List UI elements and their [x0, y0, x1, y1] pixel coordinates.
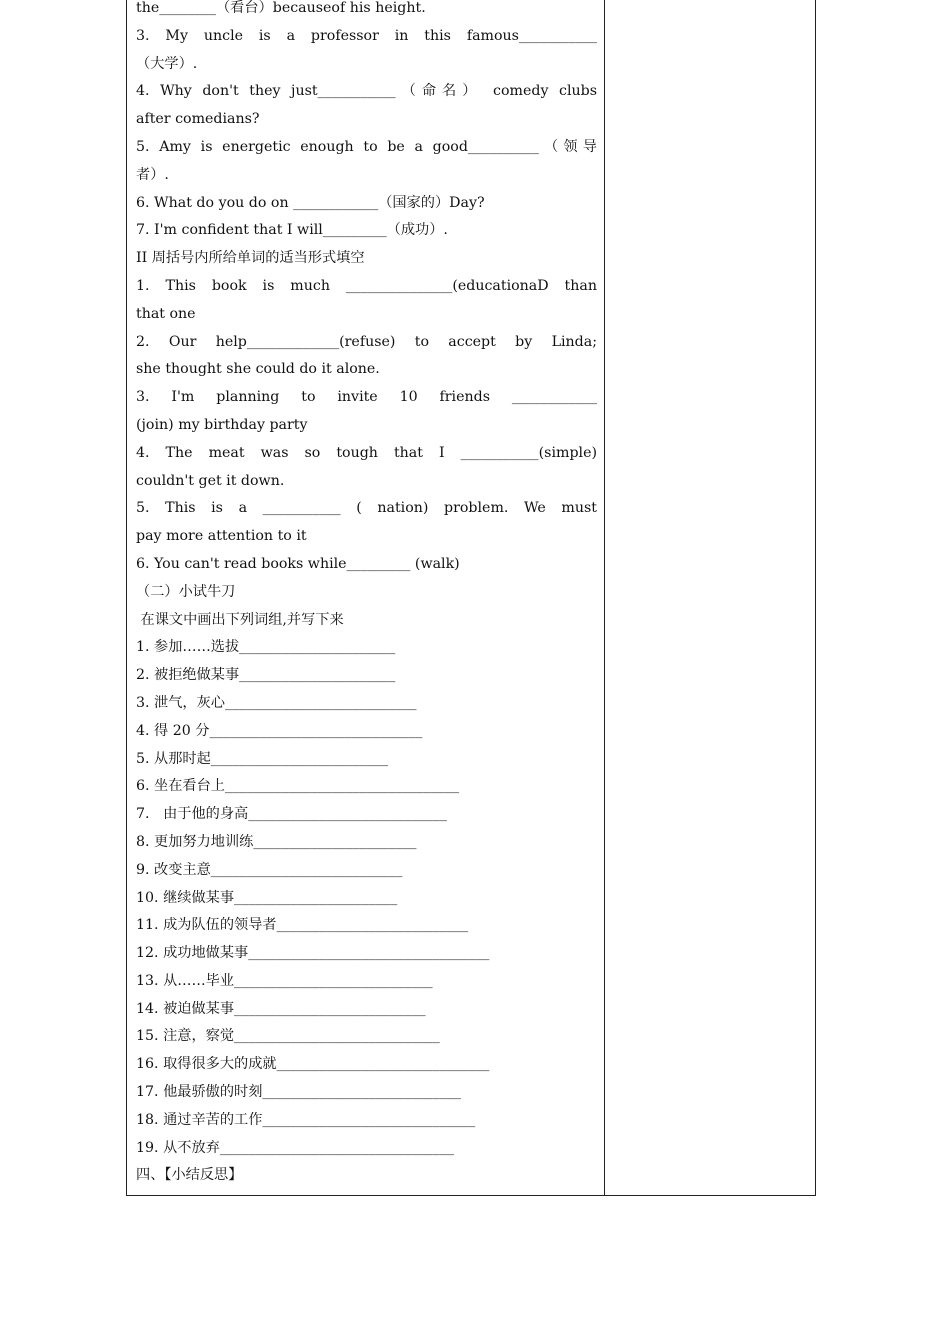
text-line: the________（看台）becauseof his height. [136, 0, 426, 16]
text-line: 2. 被拒绝做某事______________________ [136, 667, 396, 684]
text-line: 四、【小结反思】 [136, 1167, 243, 1184]
text-line: 7. 由于他的身高____________________________ [136, 806, 447, 823]
text-line: 15. 注意，察觉_____________________________ [136, 1028, 440, 1045]
text-line: （二）小试牛刀 [136, 583, 236, 600]
text-line: （大学）. [136, 55, 198, 72]
text-line: 3. 泄气，灰心___________________________ [136, 694, 417, 711]
text-line: 4. Why don't they just___________（命名） comedy clubs [136, 83, 597, 100]
text-line: 4. The meat was so tough that I ___________(simple) [136, 444, 597, 461]
text-line: couldn't get it down. [136, 472, 285, 489]
text-line: 9. 改变主意___________________________ [136, 861, 403, 878]
column-divider [604, 0, 605, 1195]
text-line: she thought she could do it alone. [136, 361, 380, 378]
text-line: 3. My uncle is a professor in this famous___________ [136, 27, 597, 44]
text-line: 12. 成功地做某事__________________________________ [136, 945, 490, 962]
text-line: 10. 继续做某事_______________________ [136, 889, 398, 906]
text-line: 13. 从……毕业____________________________ [136, 972, 433, 989]
text-line: that one [136, 305, 196, 322]
text-line: 者）. [136, 166, 169, 183]
text-line: 1. 参加……选拔______________________ [136, 639, 396, 656]
text-line: 2. Our help_____________(refuse) to accept by Linda; [136, 333, 597, 350]
text-line: 18. 通过辛苦的工作______________________________ [136, 1111, 476, 1128]
text-line: 6. 坐在看台上_________________________________ [136, 778, 460, 795]
text-line: pay more attention to it [136, 528, 307, 545]
text-line: 4. 得 20 分______________________________ [136, 722, 423, 739]
text-line: (join) my birthday party [136, 416, 308, 433]
text-line: 8. 更加努力地训练_______________________ [136, 833, 417, 850]
text-line: 11. 成为队伍的领导者___________________________ [136, 917, 469, 934]
text-line: 16. 取得很多大的成就______________________________ [136, 1056, 490, 1073]
text-line: 17. 他最骄傲的时刻____________________________ [136, 1084, 462, 1101]
text-line: 5. Amy is energetic enough to be a good__________（领导 [136, 138, 597, 155]
text-line: 6. You can't read books while_________ (walk) [136, 555, 460, 572]
text-line: 5. This is a ___________ ( nation) problem. We must [136, 500, 597, 517]
worksheet-table [126, 0, 816, 1196]
text-line: 5. 从那时起_________________________ [136, 750, 389, 767]
text-line: 1. This book is much _______________(educationaD than [136, 277, 597, 294]
text-line: 在课文中画出下列词组,并写下来 [136, 611, 344, 628]
text-line: 14. 被迫做某事___________________________ [136, 1000, 426, 1017]
text-line: 6. What do you do on ____________（国家的）Day? [136, 194, 485, 211]
text-line: after comedians? [136, 111, 260, 128]
text-line: II 周括号内所给单词的适当形式填空 [136, 250, 365, 267]
text-line: 3. I'm planning to invite 10 friends ____________ [136, 389, 597, 406]
exercise-column [136, 0, 597, 1193]
text-line: 7. I'm confident that I will_________（成功）. [136, 222, 448, 239]
text-line: 19. 从不放弃_________________________________ [136, 1139, 454, 1156]
